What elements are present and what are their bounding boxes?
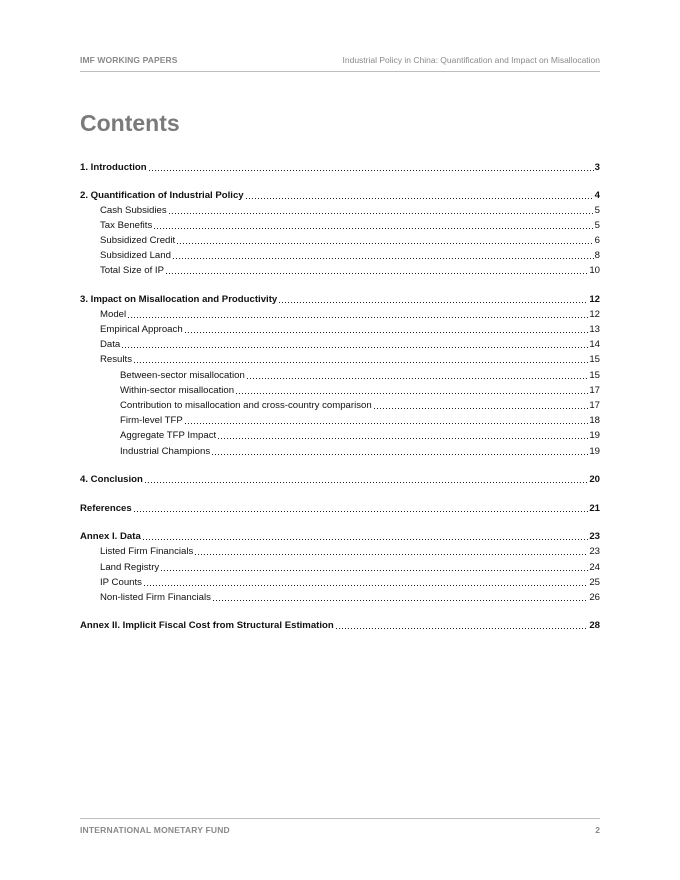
- toc-dot-leader: [160, 569, 588, 572]
- page-number: 2: [595, 825, 600, 835]
- footer-publisher: INTERNATIONAL MONETARY FUND: [80, 825, 230, 835]
- toc-entry[interactable]: [80, 576, 600, 589]
- toc-entry[interactable]: [80, 545, 600, 558]
- toc-entry-label: IP Counts: [100, 577, 142, 588]
- toc-dot-leader: [194, 553, 588, 556]
- toc-entry-page: 19: [589, 430, 600, 441]
- toc-dot-leader: [142, 538, 589, 541]
- toc-entry-page: 4: [594, 190, 600, 201]
- toc-entry[interactable]: [80, 189, 600, 202]
- toc-entry-label: 4. Conclusion: [80, 474, 143, 485]
- toc-dot-leader: [217, 437, 588, 440]
- toc-entry-page: 17: [589, 400, 600, 411]
- toc-dot-leader: [278, 301, 588, 304]
- toc-entry[interactable]: [80, 323, 600, 336]
- toc-entry[interactable]: [80, 353, 600, 366]
- toc-entry-label: 3. Impact on Misallocation and Productivity: [80, 294, 278, 305]
- toc-entry[interactable]: [80, 591, 600, 604]
- toc-dot-leader: [172, 257, 594, 260]
- toc-entry-page: 8: [594, 250, 600, 261]
- toc-dot-leader: [211, 453, 588, 456]
- toc-dot-leader: [184, 331, 589, 334]
- toc-entry-label: Between-sector misallocation: [120, 370, 245, 381]
- toc-entry-label: Total Size of IP: [100, 265, 164, 276]
- toc-entry-page: 3: [594, 162, 600, 173]
- toc-dot-leader: [235, 392, 588, 395]
- toc-entry[interactable]: [80, 399, 600, 412]
- toc-entry-page: 6: [594, 235, 600, 246]
- toc-entry-page: 5: [594, 205, 600, 216]
- toc-entry[interactable]: [80, 204, 600, 217]
- toc-entry-label: Subsidized Land: [100, 250, 171, 261]
- toc-entry[interactable]: [80, 414, 600, 427]
- toc-entry-page: 23: [589, 531, 600, 542]
- toc-entry-label: Land Registry: [100, 562, 160, 573]
- toc-entry-label: 2. Quantification of Industrial Policy: [80, 190, 244, 201]
- toc-entry-page: 21: [589, 503, 600, 514]
- toc-dot-leader: [184, 422, 589, 425]
- toc-entry[interactable]: [80, 619, 600, 632]
- toc-dot-leader: [133, 510, 589, 513]
- toc-entry-page: 15: [589, 354, 600, 365]
- toc-dot-leader: [144, 481, 588, 484]
- toc-entry[interactable]: [80, 502, 600, 515]
- toc-entry[interactable]: [80, 293, 600, 306]
- toc-entry[interactable]: [80, 445, 600, 458]
- toc-entry-page: 25: [589, 577, 600, 588]
- toc-entry[interactable]: [80, 429, 600, 442]
- toc-dot-leader: [153, 227, 593, 230]
- toc-entry-page: 14: [589, 339, 600, 350]
- toc-entry[interactable]: [80, 338, 600, 351]
- toc-dot-leader: [168, 212, 594, 215]
- toc-entry-label: Annex I. Data: [80, 531, 141, 542]
- toc-entry-label: Data: [100, 339, 121, 350]
- toc-entry-label: Subsidized Credit: [100, 235, 176, 246]
- toc-entry-page: 12: [589, 309, 600, 320]
- toc-entry[interactable]: [80, 264, 600, 277]
- toc-entry-label: Annex II. Implicit Fiscal Cost from Structural Estimation: [80, 620, 334, 631]
- toc-dot-leader: [127, 316, 588, 319]
- toc-entry-label: Industrial Champions: [120, 446, 211, 457]
- toc-entry[interactable]: [80, 530, 600, 543]
- toc-entry[interactable]: [80, 161, 600, 174]
- header-series-title: IMF WORKING PAPERS: [80, 55, 178, 65]
- toc-entry-page: 24: [589, 562, 600, 573]
- toc-dot-leader: [212, 599, 588, 602]
- toc-entry-page: 28: [589, 620, 600, 631]
- page-footer: [80, 818, 600, 838]
- toc-dot-leader: [121, 346, 588, 349]
- toc-entry-page: 10: [589, 265, 600, 276]
- toc-entry[interactable]: [80, 249, 600, 262]
- toc-entry-page: 15: [589, 370, 600, 381]
- toc-entry-page: 26: [589, 592, 600, 603]
- toc-entry-label: Results: [100, 354, 132, 365]
- toc-entry-page: 19: [589, 446, 600, 457]
- toc-entry-label: Empirical Approach: [100, 324, 183, 335]
- toc-dot-leader: [335, 627, 589, 630]
- toc-entry[interactable]: [80, 234, 600, 247]
- toc-entry-page: 5: [594, 220, 600, 231]
- toc-entry[interactable]: [80, 369, 600, 382]
- toc-dot-leader: [143, 584, 588, 587]
- toc-entry[interactable]: [80, 219, 600, 232]
- toc-entry-page: 17: [589, 385, 600, 396]
- toc-entry-page: 20: [589, 474, 600, 485]
- toc-entry-page: 23: [589, 546, 600, 557]
- toc-entry-label: Aggregate TFP Impact: [120, 430, 217, 441]
- toc-dot-leader: [246, 377, 589, 380]
- toc-dot-leader: [373, 407, 589, 410]
- toc-dot-leader: [165, 272, 588, 275]
- toc-entry-page: 12: [589, 294, 600, 305]
- toc-entry-label: Contribution to misallocation and cross-country comparison: [120, 400, 372, 411]
- toc-entry-page: 13: [589, 324, 600, 335]
- toc-entry-label: Non-listed Firm Financials: [100, 592, 211, 603]
- toc-entry-label: 1. Introduction: [80, 162, 147, 173]
- toc-entry-label: Listed Firm Financials: [100, 546, 194, 557]
- toc-entry[interactable]: [80, 561, 600, 574]
- toc-entry-label: References: [80, 503, 132, 514]
- toc-dot-leader: [148, 169, 594, 172]
- page-header: [80, 55, 600, 72]
- header-paper-title: Industrial Policy in China: Quantification and Impact on Misallocation: [342, 55, 600, 65]
- toc-entry-label: Model: [100, 309, 127, 320]
- toc-entry[interactable]: [80, 473, 600, 486]
- toc-dot-leader: [245, 197, 594, 200]
- toc-entry[interactable]: [80, 384, 600, 397]
- toc-dot-leader: [176, 242, 593, 245]
- toc-entry-label: Cash Subsidies: [100, 205, 167, 216]
- toc-entry[interactable]: [80, 308, 600, 321]
- contents-heading: Contents: [80, 110, 180, 136]
- toc-entry-label: Within-sector misallocation: [120, 385, 235, 396]
- toc-dot-leader: [133, 361, 588, 364]
- toc-entry-label: Tax Benefits: [100, 220, 153, 231]
- toc-entry-label: Firm-level TFP: [120, 415, 183, 426]
- toc-entry-page: 18: [589, 415, 600, 426]
